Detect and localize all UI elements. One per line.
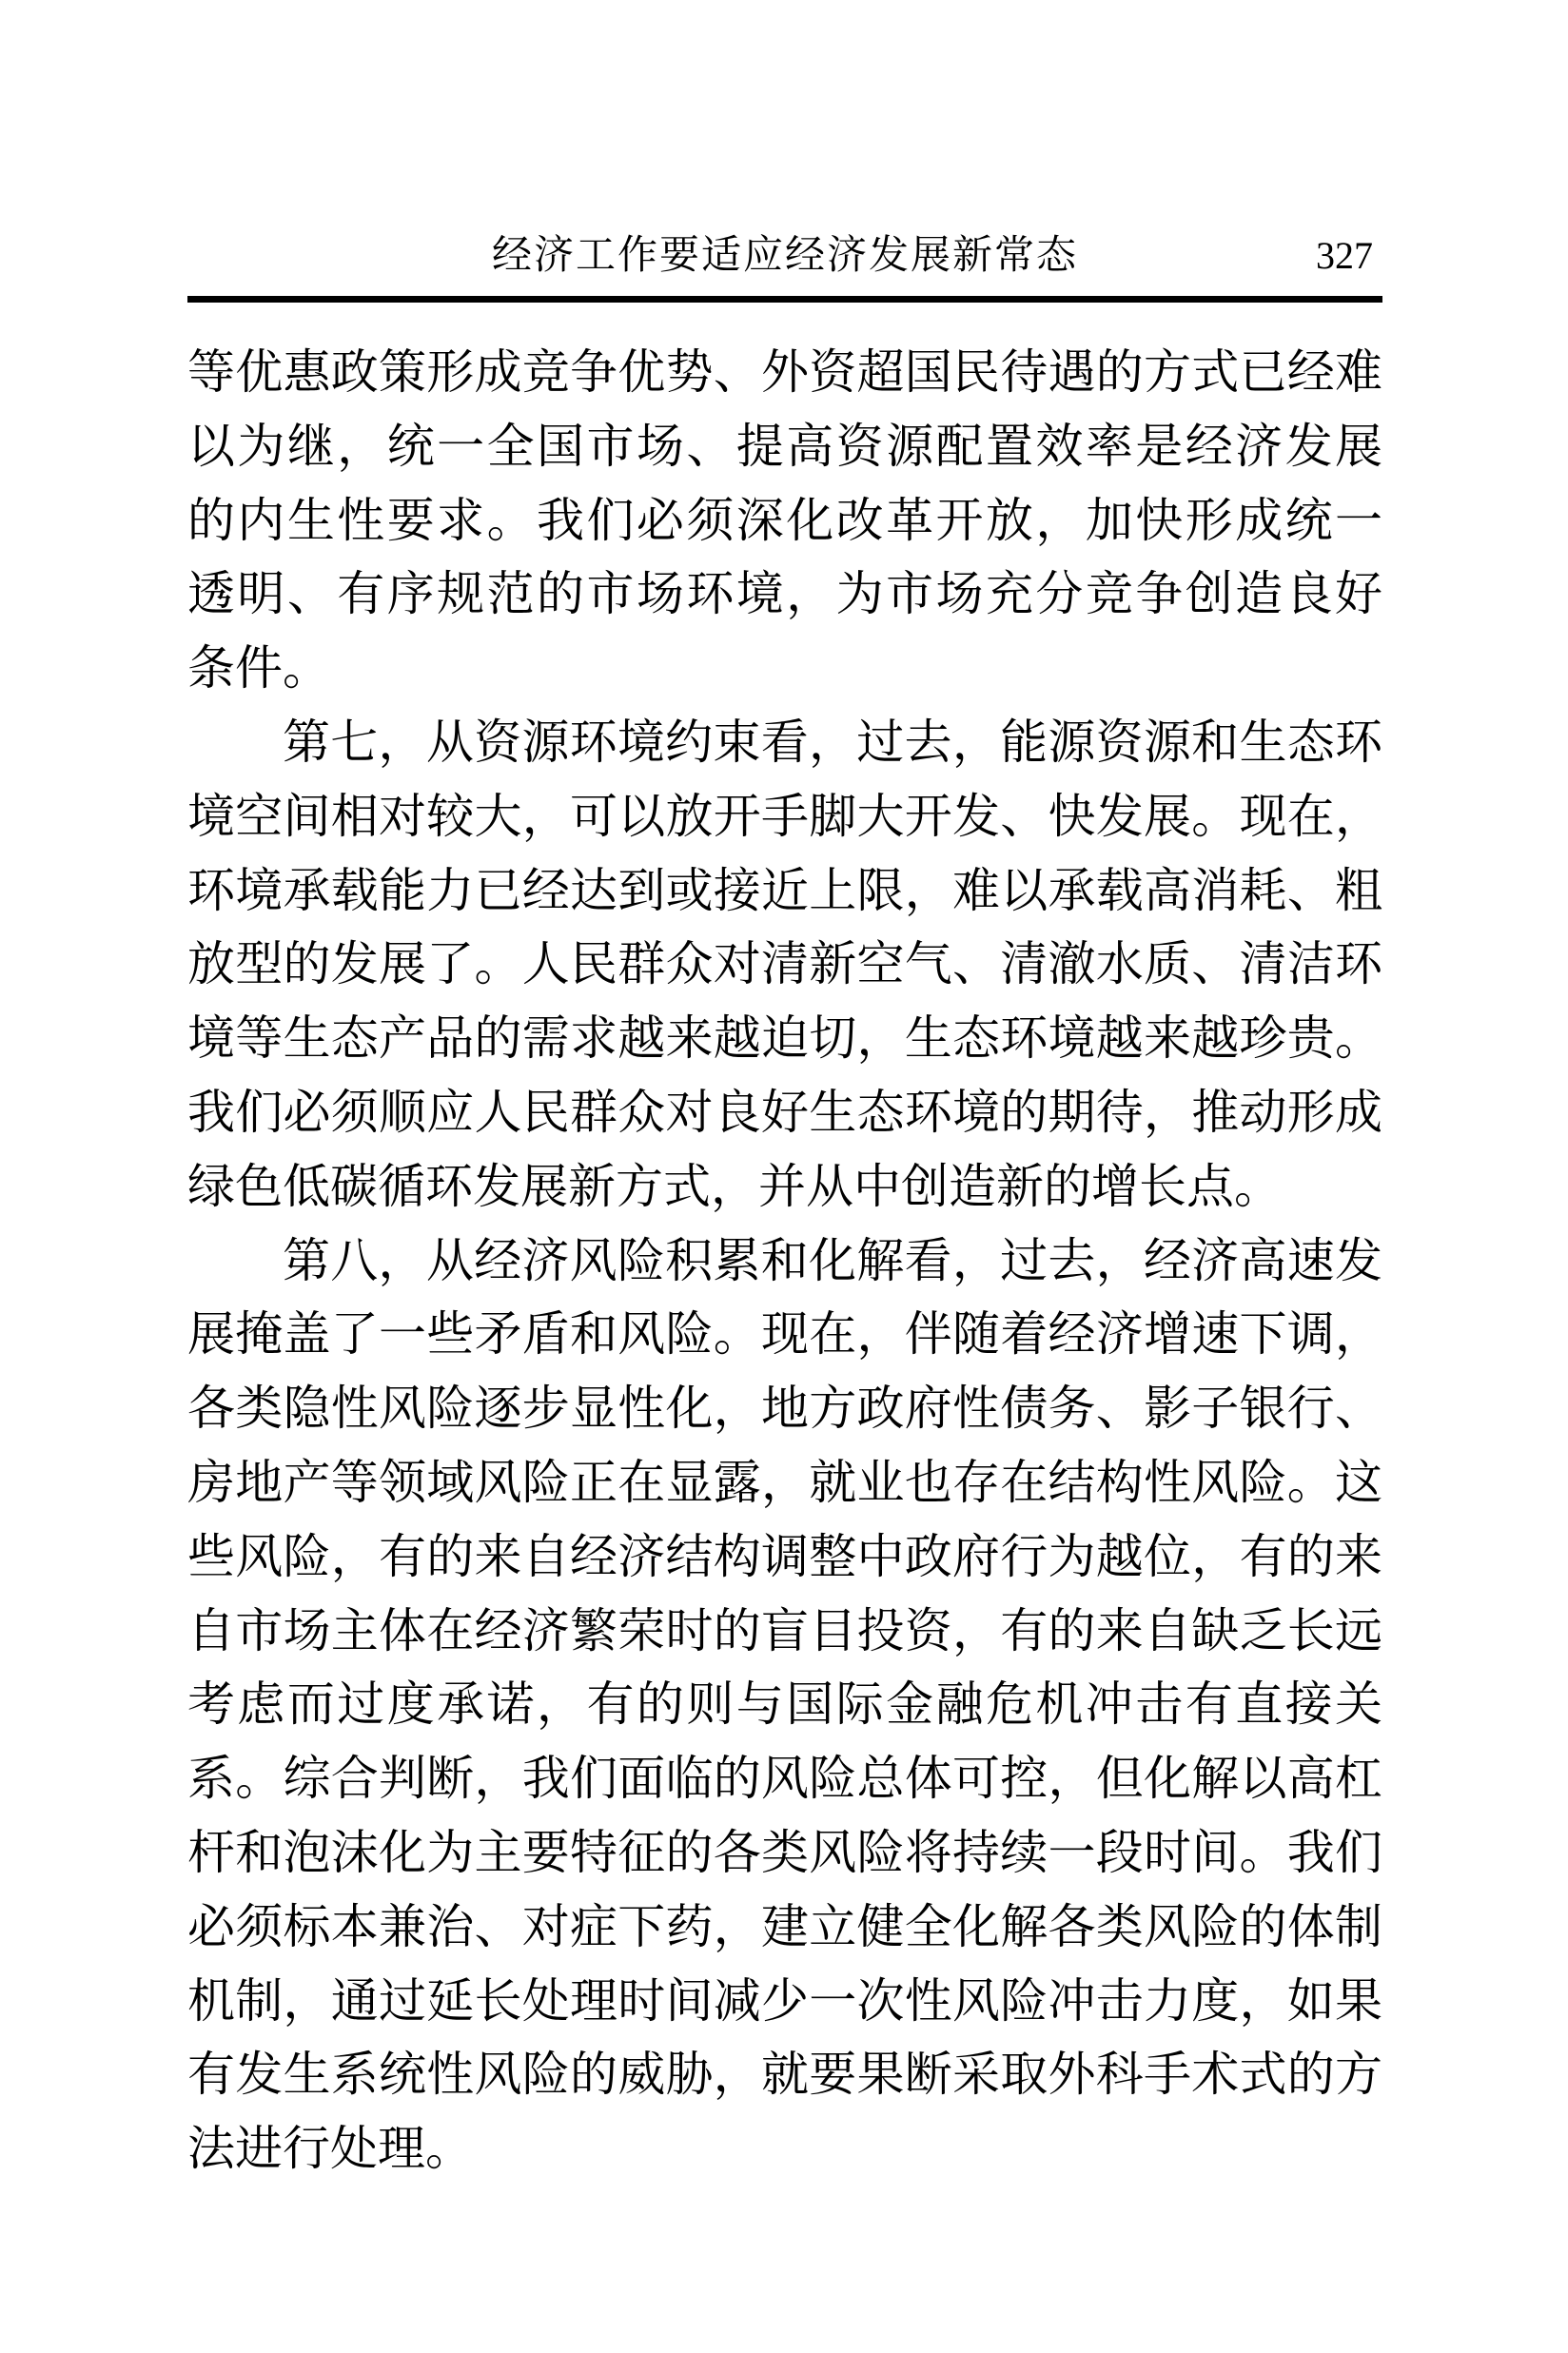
text-line: 机制，通过延长处理时间减少一次性风险冲击力度，如果 <box>187 1973 1382 2028</box>
text-line: 杆和泡沫化为主要特征的各类风险将持续一段时间。我们 <box>187 1825 1382 1879</box>
text-line: 境空间相对较大，可以放开手脚大开发、快发展。现在， <box>187 789 1382 843</box>
text-line: 第八，从经济风险积累和化解看，过去，经济高速发 <box>283 1233 1382 1287</box>
text-line: 透明、有序规范的市场环境，为市场充分竞争创造良好 <box>187 567 1382 621</box>
page-header <box>187 228 1382 284</box>
text-line: 自市场主体在经济繁荣时的盲目投资，有的来自缺乏长远 <box>187 1603 1382 1657</box>
running-head-title: 经济工作要适应经济发展新常态 <box>491 234 1078 278</box>
body-text <box>187 336 1382 2186</box>
text-line: 绿色低碳循环发展新方式，并从中创造新的增长点。 <box>187 1159 1282 1213</box>
text-line: 的内生性要求。我们必须深化改革开放，加快形成统一 <box>187 493 1382 547</box>
text-line: 第七，从资源环境约束看，过去，能源资源和生态环 <box>283 715 1382 769</box>
text-line: 考虑而过度承诺，有的则与国际金融危机冲击有直接关 <box>187 1677 1382 1732</box>
text-line: 放型的发展了。人民群众对清新空气、清澈水质、清洁环 <box>187 937 1382 991</box>
text-line: 我们必须顺应人民群众对良好生态环境的期待，推动形成 <box>187 1085 1382 1139</box>
header-rule <box>187 296 1382 303</box>
text-line: 些风险，有的来自经济结构调整中政府行为越位，有的来 <box>187 1529 1382 1583</box>
text-line: 展掩盖了一些矛盾和风险。现在，伴随着经济增速下调， <box>187 1307 1382 1362</box>
text-line: 条件。 <box>187 641 330 696</box>
text-line: 等优惠政策形成竞争优势、外资超国民待遇的方式已经难 <box>187 345 1382 399</box>
text-line: 环境承载能力已经达到或接近上限，难以承载高消耗、粗 <box>187 863 1382 917</box>
text-line: 以为继，统一全国市场、提高资源配置效率是经济发展 <box>187 419 1382 473</box>
text-line: 必须标本兼治、对症下药，建立健全化解各类风险的体制 <box>187 1899 1382 1953</box>
text-line: 房地产等领域风险正在显露，就业也存在结构性风险。这 <box>187 1455 1382 1509</box>
page-number: 327 <box>1316 234 1373 277</box>
text-line: 系。综合判断，我们面临的风险总体可控，但化解以高杠 <box>187 1752 1382 1806</box>
text-line: 境等生态产品的需求越来越迫切，生态环境越来越珍贵。 <box>187 1011 1382 1066</box>
text-line: 法进行处理。 <box>187 2122 473 2176</box>
text-line: 各类隐性风险逐步显性化，地方政府性债务、影子银行、 <box>187 1382 1382 1436</box>
text-line: 有发生系统性风险的威胁，就要果断采取外科手术式的方 <box>187 2048 1382 2102</box>
